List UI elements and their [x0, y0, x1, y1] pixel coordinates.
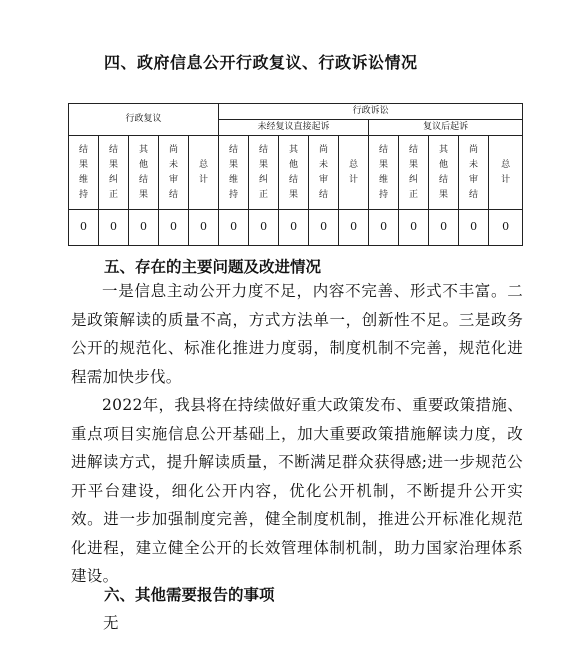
col-header: 结果维持	[69, 136, 99, 210]
table-cell: 0	[219, 210, 249, 246]
col-header: 其他结果	[279, 136, 309, 210]
col-header: 总计	[339, 136, 369, 210]
section4-title: 四、政府信息公开行政复议、行政诉讼情况	[104, 53, 418, 72]
table-cell: 0	[279, 210, 309, 246]
table-cell: 0	[69, 210, 99, 246]
col-header: 结果纠正	[399, 136, 429, 210]
col-header: 结果维持	[369, 136, 399, 210]
col-header: 其他结果	[129, 136, 159, 210]
litigation-review-table	[68, 103, 523, 246]
section6-content: 无	[103, 614, 119, 632]
table-cell: 0	[459, 210, 489, 246]
litigation-header: 行政诉讼	[219, 104, 523, 120]
table-cell: 0	[189, 210, 219, 246]
col-header: 结果纠正	[99, 136, 129, 210]
section6-title: 六、其他需要报告的事项	[104, 586, 275, 604]
improvements-paragraph: 2022年，我县将在持续做好重大政策发布、重要政策措施、重点项目实施信息公开基础上，加大重要政策措施解读力度，改进解读方式，提升解读质量，不断满足群众获得感;进一步规范公开平台建设，细化公开内容，优化公开机制，不断提升公开实效。进一步加强制度完善，健全制度机制，推进公开标准化规范化进程，建立健全公开的长效管理体制机制，助力国家治理体系建设。	[71, 396, 523, 585]
col-header: 总计	[489, 136, 523, 210]
col-header: 结果纠正	[249, 136, 279, 210]
problems-paragraph: 一是信息主动公开力度不足，内容不完善、形式不丰富。二是政策解读的质量不高，方式方法单一，创新性不足。三是政务公开的规范化、标准化推进力度弱，制度机制不完善，规范化进程需加快步伐。	[71, 282, 523, 386]
table-cell: 0	[369, 210, 399, 246]
table-cell: 0	[429, 210, 459, 246]
table-cell: 0	[339, 210, 369, 246]
table-cell: 0	[99, 210, 129, 246]
after-review-header: 复议后起诉	[369, 120, 523, 136]
table-cell: 0	[129, 210, 159, 246]
table-cell: 0	[309, 210, 339, 246]
col-header: 尚未审结	[459, 136, 489, 210]
table-cell: 0	[249, 210, 279, 246]
table-cell: 0	[399, 210, 429, 246]
col-header: 结果维持	[219, 136, 249, 210]
direct-litigation-header: 未经复议直接起诉	[219, 120, 369, 136]
col-header: 总计	[189, 136, 219, 210]
section5-title: 五、存在的主要问题及改进情况	[104, 258, 322, 276]
col-header: 尚未审结	[309, 136, 339, 210]
table-cell: 0	[159, 210, 189, 246]
review-header: 行政复议	[69, 104, 219, 136]
col-header: 尚未审结	[159, 136, 189, 210]
table-cell: 0	[489, 210, 523, 246]
col-header: 其他结果	[429, 136, 459, 210]
